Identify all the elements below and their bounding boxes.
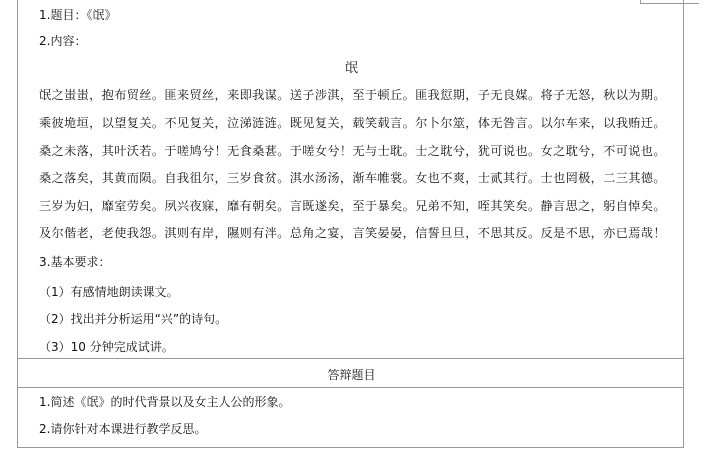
requirement-item: （1）有感情地朗读课文。	[39, 285, 179, 299]
divider-bottom	[18, 387, 683, 388]
qa-item: 2.请你针对本课进行教学反思。	[39, 422, 207, 436]
content-label: 2.内容：	[39, 34, 87, 48]
requirements-label: 3.基本要求：	[39, 255, 111, 269]
poem-line: 氓之蚩蚩，抱布贸丝。匪来贸丝，来即我谋。送子涉淇，至于顿丘。匪我愆期，子无良媒。将子无怒，秋以为期。	[39, 88, 666, 102]
poem-line: 及尔偕老，老使我怨。淇则有岸，隰则有泮。总角之宴，言笑晏晏，信誓旦旦，不思其反。反是不思，亦已焉哉！	[39, 226, 666, 240]
requirement-item: （2）找出并分析运用“兴”的诗句。	[39, 312, 228, 326]
poem-line: 桑之落矣，其黄而陨。自我徂尔，三岁食贫。淇水汤汤，渐车帷裳。女也不爽，士贰其行。士也罔极，二三其德。	[39, 171, 666, 185]
poem-line: 乘彼垝垣，以望复关。不见复关，泣涕涟涟。既见复关，载笑载言。尔卜尔筮，体无咎言。以尔车来，以我贿迁。	[39, 116, 666, 130]
topic-line: 1.题目：《氓》	[39, 8, 117, 22]
qa-item: 1.简述《氓》的时代背景以及女主人公的形象。	[39, 395, 291, 409]
requirement-item: （3）10 分钟完成试讲。	[39, 340, 174, 354]
qa-section-header: 答辩题目	[327, 368, 376, 382]
exam-sheet	[17, 0, 684, 448]
divider-top	[18, 358, 683, 359]
poem-title: 氓	[344, 61, 358, 76]
poem-line: 三岁为妇，靡室劳矣。夙兴夜寐，靡有朝矣。言既遂矣，至于暴矣。兄弟不知，咥其笑矣。静言思之，躬自悼矣。	[39, 199, 666, 213]
poem-line: 桑之未落，其叶沃若。于嗟鸠兮！无食桑葚。于嗟女兮！无与士耽。士之耽兮，犹可说也。女之耽兮，不可说也。	[39, 144, 666, 158]
